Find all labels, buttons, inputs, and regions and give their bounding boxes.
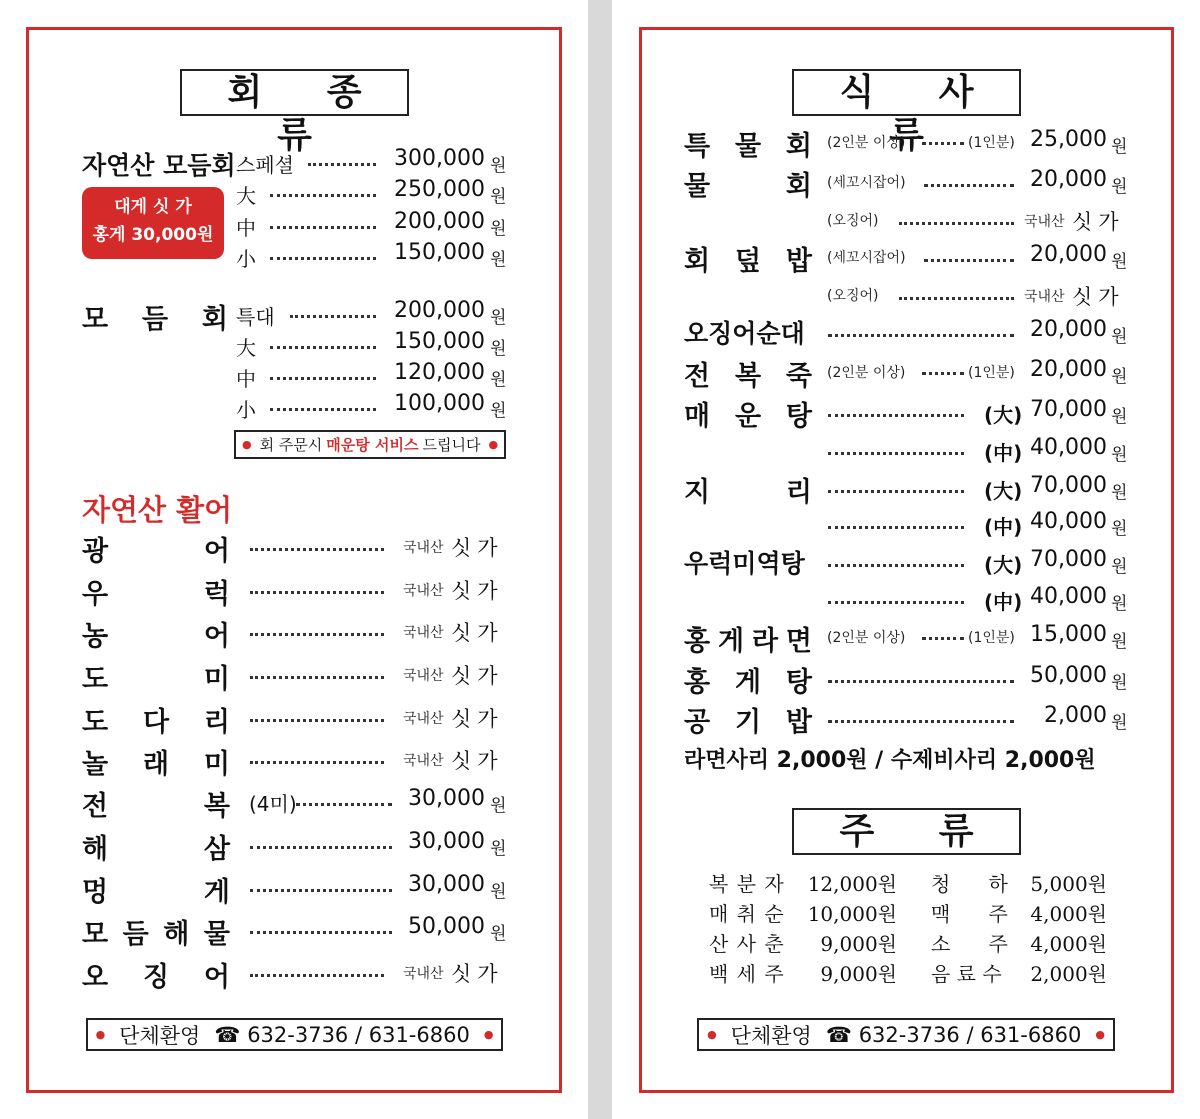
serving-note: (1인분) bbox=[968, 630, 1015, 646]
badge-line-2: 홍게 30,000원 bbox=[92, 225, 214, 245]
item-name bbox=[82, 827, 230, 866]
item-name bbox=[684, 239, 812, 278]
item-name bbox=[684, 124, 812, 163]
drink-name: 맥 주 bbox=[931, 902, 1008, 926]
section-title-drinks: 주 류 bbox=[792, 808, 1021, 855]
group-welcome-label: 단체환영 bbox=[730, 1023, 812, 1048]
leader-dots bbox=[828, 564, 964, 567]
crab-price-badge bbox=[82, 187, 224, 259]
won-unit: 원 bbox=[1111, 367, 1128, 387]
market-price: 싯가 bbox=[1072, 285, 1125, 309]
won-unit: 원 bbox=[1111, 252, 1128, 272]
leader-dots bbox=[922, 637, 964, 640]
phone-number bbox=[826, 1023, 1082, 1047]
price: 20,000 bbox=[1030, 317, 1107, 342]
won-unit: 원 bbox=[1111, 673, 1128, 693]
price: 120,000 bbox=[394, 360, 485, 385]
price: 70,000 bbox=[1030, 473, 1107, 498]
menu-sheet-right bbox=[612, 0, 1200, 1119]
price: 200,000 bbox=[394, 298, 485, 323]
won-unit: 원 bbox=[1111, 713, 1128, 733]
market-price: 싯가 bbox=[451, 664, 504, 688]
item-name-char: 복 bbox=[203, 791, 230, 822]
phone-text: 632-3736 / 631-6860 bbox=[858, 1022, 1082, 1047]
leader-dots bbox=[828, 601, 964, 604]
won-unit: 원 bbox=[1111, 137, 1128, 157]
item-name-char: 모 bbox=[82, 919, 109, 950]
extras-line: 라면사리 2,000원 / 수제비사리 2,000원 bbox=[684, 748, 1096, 773]
market-price: 싯가 bbox=[451, 536, 504, 560]
won-unit: 원 bbox=[490, 370, 507, 390]
leader-dots bbox=[308, 163, 376, 166]
item-name bbox=[684, 470, 812, 509]
price: 100,000 bbox=[394, 391, 485, 416]
price: 25,000 bbox=[1030, 127, 1107, 152]
won-unit: 원 bbox=[1111, 177, 1128, 197]
item-name-char: 듬 bbox=[122, 919, 149, 950]
item-name-char: 오 bbox=[82, 962, 109, 993]
leader-dots bbox=[250, 931, 392, 934]
item-name-char: 덮 bbox=[734, 246, 762, 277]
item-name bbox=[684, 700, 812, 739]
phone-icon: ☎ bbox=[825, 1022, 852, 1047]
size-label: (大) bbox=[984, 479, 1023, 503]
item-name bbox=[82, 742, 230, 781]
bullet-dot: ● bbox=[1095, 1028, 1105, 1041]
leader-dots bbox=[250, 591, 384, 594]
price: 50,000 bbox=[408, 914, 485, 939]
price: 30,000 bbox=[408, 786, 485, 811]
serving-note: (1인분) bbox=[968, 365, 1015, 381]
item-name-char: 해 bbox=[82, 834, 109, 865]
serving-note: (2인분 이상) bbox=[827, 365, 906, 381]
item-name bbox=[684, 354, 812, 393]
item-name bbox=[82, 700, 230, 739]
item-name-char: 전 bbox=[82, 791, 109, 822]
item-name-char: 미 bbox=[203, 749, 230, 780]
menu-sheet-left bbox=[0, 0, 588, 1119]
bullet-dot: ● bbox=[488, 438, 499, 451]
service-note-pre: 회 주문시 bbox=[259, 436, 323, 454]
drink-name: 매 취 순 bbox=[709, 902, 785, 926]
price: 200,000 bbox=[394, 209, 485, 234]
origin-label: 국내산 bbox=[1024, 289, 1065, 305]
leader-dots bbox=[828, 452, 964, 455]
item-name-char: 전 bbox=[684, 361, 711, 392]
leader-dots bbox=[270, 194, 376, 197]
item-name bbox=[82, 529, 230, 568]
leader-dots bbox=[250, 761, 384, 764]
item-name-char: 특 bbox=[684, 131, 711, 162]
won-unit: 원 bbox=[490, 401, 507, 421]
item-name bbox=[82, 912, 230, 951]
leader-dots bbox=[250, 548, 384, 551]
drink-name: 소 주 bbox=[931, 932, 1008, 956]
item-name-char: 리 bbox=[785, 477, 812, 508]
group-welcome-label: 단체환영 bbox=[119, 1023, 201, 1048]
bullet-dot: ● bbox=[95, 1028, 106, 1041]
drink-price: 9,000원 bbox=[820, 932, 897, 956]
bullet-dot: ● bbox=[707, 1028, 717, 1041]
size-label: 특대 bbox=[236, 305, 275, 329]
market-price: 싯가 bbox=[451, 962, 504, 986]
item-name-char: 미 bbox=[203, 664, 230, 695]
item-name-char: 라 bbox=[751, 626, 779, 657]
size-label: 小 bbox=[236, 247, 256, 271]
item-name bbox=[82, 614, 230, 653]
size-label: (大) bbox=[984, 403, 1023, 427]
item-name-char: 게 bbox=[203, 877, 230, 908]
price: 40,000 bbox=[1030, 509, 1107, 534]
item-name-char: 어 bbox=[203, 536, 230, 567]
item-name-char: 게 bbox=[717, 626, 745, 657]
leader-dots bbox=[828, 490, 964, 493]
won-unit: 원 bbox=[490, 250, 507, 270]
item-name-char: 게 bbox=[734, 667, 762, 698]
item-name-char: 삼 bbox=[203, 834, 230, 865]
service-note-highlight: 매운탕 서비스 bbox=[326, 436, 419, 454]
won-unit: 원 bbox=[1111, 483, 1128, 503]
badge-line-1: 대게 싯 가 bbox=[114, 197, 192, 217]
serving-note: (세꼬시잡어) bbox=[827, 250, 906, 266]
market-price: 싯가 bbox=[451, 707, 504, 731]
size-label: (中) bbox=[984, 441, 1023, 465]
item-name bbox=[82, 572, 230, 611]
price: 2,000 bbox=[1044, 703, 1107, 728]
market-price: 싯가 bbox=[451, 621, 504, 645]
size-label: 小 bbox=[236, 398, 256, 422]
item-name bbox=[82, 784, 230, 823]
leader-dots bbox=[270, 346, 376, 349]
size-label: (中) bbox=[984, 590, 1023, 614]
price: 300,000 bbox=[394, 146, 485, 171]
leader-dots bbox=[922, 372, 964, 375]
item-name bbox=[82, 657, 230, 696]
service-note-post: 드립니다 bbox=[422, 436, 481, 454]
live-fish-heading: 자연산 활어 bbox=[82, 493, 233, 527]
section-title-meals: 식 사 류 bbox=[792, 69, 1021, 116]
item-name-char: 면 bbox=[785, 626, 812, 657]
leader-dots bbox=[270, 226, 376, 229]
won-unit: 원 bbox=[490, 882, 507, 902]
bullet-dot: ● bbox=[483, 1028, 494, 1041]
size-label: 스페셜 bbox=[236, 153, 294, 177]
won-unit: 원 bbox=[1111, 327, 1128, 347]
item-name-char: 운 bbox=[734, 401, 762, 432]
drink-price: 4,000원 bbox=[1030, 932, 1107, 956]
size-label: 中 bbox=[236, 216, 256, 240]
market-price: 싯가 bbox=[451, 579, 504, 603]
leader-dots bbox=[270, 408, 376, 411]
item-name-char: 다 bbox=[142, 707, 170, 738]
phone-number bbox=[214, 1023, 470, 1047]
jayeon-moodeum-name: 자연산 모듬회 bbox=[82, 151, 236, 180]
quantity-note: (4미) bbox=[249, 792, 297, 816]
won-unit: 원 bbox=[1111, 445, 1128, 465]
item-name-char: 멍 bbox=[82, 877, 109, 908]
leader-dots bbox=[899, 297, 1014, 300]
origin-label: 국내산 bbox=[403, 540, 444, 556]
drink-name: 청 하 bbox=[931, 872, 1008, 896]
item-name bbox=[82, 870, 230, 909]
serving-note: (오징어) bbox=[827, 213, 879, 229]
won-unit: 원 bbox=[490, 839, 507, 859]
item-name-char: 매 bbox=[684, 401, 711, 432]
price: 20,000 bbox=[1030, 242, 1107, 267]
item-name: 오징어순대 bbox=[684, 319, 805, 348]
drink-price: 10,000원 bbox=[807, 902, 897, 926]
drink-price: 2,000원 bbox=[1030, 962, 1107, 986]
serving-note: (오징어) bbox=[827, 288, 879, 304]
serving-note: (2인분 이상) bbox=[827, 630, 906, 646]
item-name-char: 물 bbox=[203, 919, 230, 950]
price: 40,000 bbox=[1030, 584, 1107, 609]
size-label: (大) bbox=[984, 553, 1023, 577]
item-name-char: 해 bbox=[163, 919, 190, 950]
item-name-char: 복 bbox=[734, 361, 762, 392]
market-price: 싯가 bbox=[1072, 210, 1125, 234]
size-label: 大 bbox=[236, 184, 256, 208]
phone-icon: ☎ bbox=[214, 1022, 241, 1047]
size-label: (中) bbox=[984, 515, 1023, 539]
moodeum-char: 모 bbox=[82, 304, 109, 335]
leader-dots bbox=[828, 334, 1014, 337]
price: 150,000 bbox=[394, 329, 485, 354]
price: 20,000 bbox=[1030, 167, 1107, 192]
won-unit: 원 bbox=[490, 219, 507, 239]
leader-dots bbox=[899, 222, 1014, 225]
leader-dots bbox=[270, 257, 376, 260]
item-name-char: 공 bbox=[684, 707, 711, 738]
item-name-char: 어 bbox=[203, 962, 230, 993]
won-unit: 원 bbox=[1111, 407, 1128, 427]
origin-label: 국내산 bbox=[1024, 214, 1065, 230]
price: 15,000 bbox=[1030, 622, 1107, 647]
item-name-char: 농 bbox=[82, 621, 109, 652]
item-name-char: 밥 bbox=[785, 707, 812, 738]
service-note bbox=[234, 430, 506, 459]
leader-dots bbox=[290, 315, 376, 318]
item-name-char: 도 bbox=[82, 664, 109, 695]
item-name-char: 도 bbox=[82, 707, 109, 738]
item-name-char: 럭 bbox=[203, 579, 230, 610]
leader-dots bbox=[250, 676, 384, 679]
item-name bbox=[684, 394, 812, 433]
contact-box-right bbox=[697, 1018, 1115, 1051]
origin-label: 국내산 bbox=[403, 625, 444, 641]
item-name-char: 우 bbox=[82, 579, 109, 610]
moodeum-name bbox=[82, 297, 228, 336]
origin-label: 국내산 bbox=[403, 753, 444, 769]
moodeum-char: 듬 bbox=[141, 304, 169, 335]
drink-name: 백 세 주 bbox=[709, 962, 785, 986]
price: 50,000 bbox=[1030, 663, 1107, 688]
item-name bbox=[684, 660, 812, 699]
item-name bbox=[684, 164, 812, 203]
item-name-char: 회 bbox=[785, 171, 812, 202]
size-label: 大 bbox=[236, 336, 256, 360]
item-name: 우럭미역탕 bbox=[684, 549, 805, 578]
origin-label: 국내산 bbox=[403, 668, 444, 684]
drink-name: 산 사 춘 bbox=[709, 932, 785, 956]
leader-dots bbox=[828, 414, 964, 417]
price: 40,000 bbox=[1030, 435, 1107, 460]
leader-dots bbox=[828, 526, 964, 529]
item-name bbox=[82, 955, 230, 994]
price: 20,000 bbox=[1030, 357, 1107, 382]
drink-price: 4,000원 bbox=[1030, 902, 1107, 926]
item-name-char: 죽 bbox=[785, 361, 812, 392]
won-unit: 원 bbox=[1111, 594, 1128, 614]
won-unit: 원 bbox=[490, 796, 507, 816]
won-unit: 원 bbox=[490, 339, 507, 359]
price: 70,000 bbox=[1030, 397, 1107, 422]
item-name-char: 징 bbox=[142, 962, 170, 993]
leader-dots bbox=[296, 803, 392, 806]
leader-dots bbox=[250, 889, 392, 892]
drink-name: 음 료 수 bbox=[931, 962, 1002, 986]
drink-price: 12,000원 bbox=[807, 872, 897, 896]
moodeum-char: 회 bbox=[201, 304, 228, 335]
market-price: 싯가 bbox=[451, 749, 504, 773]
drink-name: 복 분 자 bbox=[709, 872, 785, 896]
won-unit: 원 bbox=[490, 156, 507, 176]
price: 250,000 bbox=[394, 177, 485, 202]
won-unit: 원 bbox=[1111, 632, 1128, 652]
item-name-char: 회 bbox=[785, 131, 812, 162]
item-name-char: 어 bbox=[203, 621, 230, 652]
leader-dots bbox=[924, 259, 1014, 262]
item-name-char: 래 bbox=[142, 749, 170, 780]
item-name bbox=[684, 619, 812, 658]
won-unit: 원 bbox=[490, 308, 507, 328]
bullet-dot: ● bbox=[241, 438, 252, 451]
item-name-char: 회 bbox=[684, 246, 711, 277]
won-unit: 원 bbox=[1111, 519, 1128, 539]
phone-text: 632-3736 / 631-6860 bbox=[247, 1022, 470, 1047]
leader-dots bbox=[270, 377, 376, 380]
origin-label: 국내산 bbox=[403, 583, 444, 599]
size-label: 中 bbox=[236, 367, 256, 391]
leader-dots bbox=[250, 846, 392, 849]
serving-note: (1인분) bbox=[968, 135, 1015, 151]
leader-dots bbox=[250, 633, 384, 636]
won-unit: 원 bbox=[490, 924, 507, 944]
leader-dots bbox=[250, 974, 384, 977]
item-name-char: 광 bbox=[82, 536, 109, 567]
item-name-char: 물 bbox=[734, 131, 762, 162]
origin-label: 국내산 bbox=[403, 711, 444, 727]
leader-dots bbox=[250, 719, 384, 722]
price: 70,000 bbox=[1030, 547, 1107, 572]
won-unit: 원 bbox=[490, 187, 507, 207]
leader-dots bbox=[828, 720, 1014, 723]
leader-dots bbox=[828, 680, 1014, 683]
won-unit: 원 bbox=[1111, 557, 1128, 577]
price: 30,000 bbox=[408, 829, 485, 854]
item-name-char: 홍 bbox=[684, 626, 711, 657]
item-name-char: 탕 bbox=[785, 401, 812, 432]
contact-box-left bbox=[86, 1018, 503, 1051]
price: 30,000 bbox=[408, 872, 485, 897]
item-name-char: 탕 bbox=[785, 667, 812, 698]
item-name-char: 홍 bbox=[684, 667, 711, 698]
item-name-char: 밥 bbox=[785, 246, 812, 277]
drink-price: 5,000원 bbox=[1030, 872, 1107, 896]
item-name-char: 놀 bbox=[82, 749, 109, 780]
leader-dots bbox=[924, 184, 1014, 187]
item-name-char: 리 bbox=[203, 707, 230, 738]
item-name-char: 기 bbox=[734, 707, 762, 738]
serving-note: (2인분 이상) bbox=[827, 135, 906, 151]
item-name-char: 지 bbox=[684, 477, 711, 508]
section-title-sashimi: 회 종 류 bbox=[180, 69, 409, 116]
drink-price: 9,000원 bbox=[820, 962, 897, 986]
leader-dots bbox=[922, 142, 964, 145]
origin-label: 국내산 bbox=[403, 966, 444, 982]
serving-note: (세꼬시잡어) bbox=[827, 175, 906, 191]
price: 150,000 bbox=[394, 240, 485, 265]
item-name-char: 물 bbox=[684, 171, 711, 202]
